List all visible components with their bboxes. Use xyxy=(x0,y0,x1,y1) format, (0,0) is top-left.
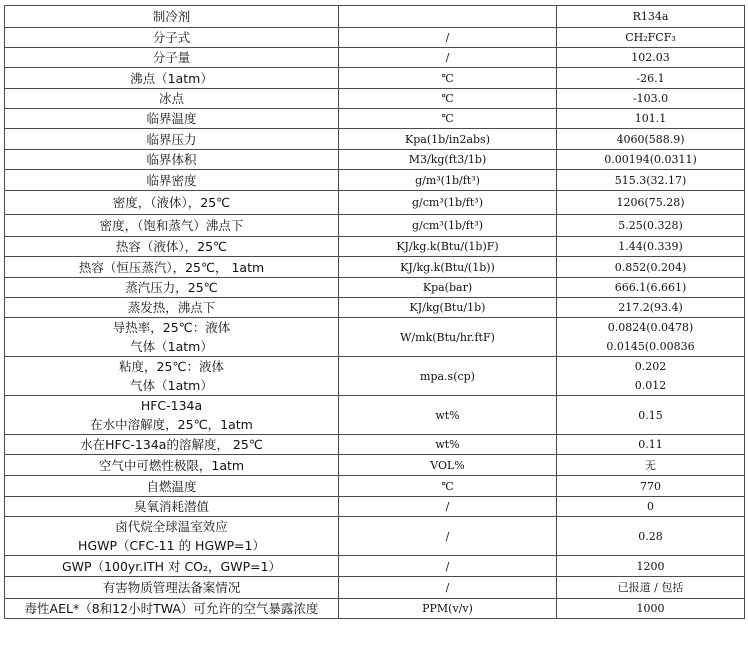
table-row xyxy=(5,257,745,278)
property-value-line: 515.3(32.17) xyxy=(614,173,687,187)
table-row xyxy=(5,28,745,48)
property-name-line: 临界温度 xyxy=(146,111,197,126)
property-unit-cell: mpa.s(cp) xyxy=(339,357,557,396)
property-value-cell xyxy=(557,435,745,455)
property-name-line: 自燃温度 xyxy=(146,478,197,494)
property-value-cell xyxy=(557,599,745,619)
property-value-cell xyxy=(557,191,745,215)
table-row xyxy=(5,129,745,150)
property-name-line: 气体（1atm） xyxy=(130,378,213,393)
property-unit-cell: ℃ xyxy=(339,89,557,109)
property-value-line: 4060(588.9) xyxy=(616,132,685,146)
table-row xyxy=(5,278,745,298)
table-row xyxy=(5,599,745,619)
property-value-cell xyxy=(557,237,745,257)
property-name-line: 蒸发热，沸点下 xyxy=(127,300,216,315)
property-name-cell xyxy=(5,298,339,318)
property-name-cell xyxy=(5,237,339,257)
properties-table-body xyxy=(5,6,745,619)
property-value-line: 无 xyxy=(645,458,656,472)
property-unit-cell: / xyxy=(339,577,557,599)
table-row xyxy=(5,298,745,318)
property-unit-cell: Kpa(bar) xyxy=(339,278,557,298)
property-name-line: 在水中溶解度，25℃，1atm xyxy=(90,417,253,432)
table-row xyxy=(5,150,745,170)
table-row xyxy=(5,517,745,556)
property-value-line: 217.2(93.4) xyxy=(618,301,683,314)
property-unit-cell: KJ/kg.k(Btu/(1b)F) xyxy=(339,237,557,257)
table-row xyxy=(5,237,745,257)
table-row xyxy=(5,577,745,599)
property-name-line: 密度，（液体），25℃ xyxy=(112,195,231,210)
header-unit-cell xyxy=(339,6,557,28)
property-name-line: 蒸汽压力，25℃ xyxy=(125,280,218,295)
property-name-line: HGWP（CFC-11 的 HGWP=1） xyxy=(78,538,265,553)
property-name-line: 毒性AEL*（8和12小时TWA）可允许的空气暴露浓度 xyxy=(24,601,319,616)
property-value-line: CH₂FCF₃ xyxy=(625,31,676,44)
property-value-line: -26.1 xyxy=(636,71,665,85)
property-name-cell xyxy=(5,68,339,89)
property-name-cell xyxy=(5,191,339,215)
property-name-line: 临界体积 xyxy=(146,152,197,167)
property-unit-cell: Kpa(1b/in2abs) xyxy=(339,129,557,150)
property-name-line: HFC-134a xyxy=(140,398,203,413)
property-unit-cell: KJ/kg.k(Btu/(1b)) xyxy=(339,257,557,278)
property-unit-cell: g/cm³(1b/ft³) xyxy=(339,191,557,215)
property-unit-cell: / xyxy=(339,48,557,68)
property-value-cell xyxy=(557,298,745,318)
property-unit-cell: ℃ xyxy=(339,476,557,497)
property-value-cell xyxy=(557,455,745,476)
property-name-line: 热容（恒压蒸汽），25℃， 1atm xyxy=(78,259,265,275)
property-value-line: 已报道 / 包括 xyxy=(617,581,684,594)
property-name-cell xyxy=(5,215,339,237)
property-value-line: 0.012 xyxy=(634,379,667,392)
property-name-cell xyxy=(5,556,339,577)
property-name-line: 分子量 xyxy=(152,50,191,65)
properties-table xyxy=(4,5,745,619)
property-value-cell xyxy=(557,215,745,237)
header-row xyxy=(5,6,745,28)
property-name-line: 粘度，25℃：液体 xyxy=(119,359,224,374)
property-value-line: -103.0 xyxy=(632,92,669,105)
property-value-line: 101.1 xyxy=(634,112,667,125)
property-value-cell xyxy=(557,476,745,497)
property-value-cell xyxy=(557,497,745,517)
property-name-cell xyxy=(5,599,339,619)
property-name-line: 临界压力 xyxy=(146,131,197,147)
property-name-line: 空气中可燃性极限，1atm xyxy=(98,457,245,473)
table-row xyxy=(5,435,745,455)
property-value-cell xyxy=(557,150,745,170)
property-name-line: 临界密度 xyxy=(146,172,197,188)
property-value-cell xyxy=(557,109,745,129)
table-row xyxy=(5,215,745,237)
property-value-line: 0.202 xyxy=(634,360,667,373)
table-row xyxy=(5,318,745,357)
property-name-cell xyxy=(5,577,339,599)
property-name-line: 有害物质管理法备案情况 xyxy=(102,580,241,595)
property-name-cell xyxy=(5,129,339,150)
property-unit-cell: ℃ xyxy=(339,109,557,129)
header-name-cell: 制冷剂 xyxy=(5,6,339,28)
table-row xyxy=(5,191,745,215)
property-value-line: 1206(75.28) xyxy=(616,196,685,209)
property-value-cell xyxy=(557,318,745,357)
property-name-line: 水在HFC-134a的溶解度， 25℃ xyxy=(80,437,263,452)
property-name-line: 臭氧消耗潜值 xyxy=(133,499,209,514)
property-name-cell xyxy=(5,28,339,48)
table-row xyxy=(5,68,745,89)
property-name-cell xyxy=(5,455,339,476)
property-name-cell xyxy=(5,48,339,68)
property-name-line: 卤代烷全球温室效应 xyxy=(115,519,228,534)
table-row xyxy=(5,357,745,396)
property-value-line: 0.15 xyxy=(638,408,663,422)
table-row xyxy=(5,396,745,435)
property-unit-cell: g/m³(1b/ft³) xyxy=(339,170,557,191)
property-name-line: 气体（1atm） xyxy=(130,339,213,354)
table-row xyxy=(5,556,745,577)
property-name-cell xyxy=(5,170,339,191)
property-unit-cell: M3/kg(ft3/1b) xyxy=(339,150,557,170)
property-unit-cell: KJ/kg(Btu/1b) xyxy=(339,298,557,318)
property-name-cell xyxy=(5,109,339,129)
property-name-cell xyxy=(5,497,339,517)
property-unit-cell: wt% xyxy=(339,435,557,455)
property-name-cell xyxy=(5,89,339,109)
property-name-cell xyxy=(5,357,339,396)
property-value-line: 0.0824(0.0478) xyxy=(607,321,694,334)
property-value-cell xyxy=(557,556,745,577)
property-value-line: 0.852(0.204) xyxy=(614,260,687,274)
table-row xyxy=(5,170,745,191)
header-value-cell: R134a xyxy=(557,6,745,28)
property-value-cell xyxy=(557,257,745,278)
property-value-cell xyxy=(557,170,745,191)
property-value-cell xyxy=(557,396,745,435)
property-unit-cell: VOL% xyxy=(339,455,557,476)
table-row xyxy=(5,476,745,497)
property-name-line: 导热率，25℃：液体 xyxy=(112,320,231,335)
property-name-cell xyxy=(5,278,339,298)
property-name-line: 冰点 xyxy=(158,91,184,106)
property-value-cell xyxy=(557,129,745,150)
property-value-cell xyxy=(557,28,745,48)
property-name-cell xyxy=(5,476,339,497)
property-value-cell xyxy=(557,89,745,109)
property-value-cell xyxy=(557,517,745,556)
property-unit-cell: / xyxy=(339,497,557,517)
property-name-line: GWP（100yr.ITH 对 CO₂，GWP=1） xyxy=(61,558,282,574)
property-name-line: 沸点（1atm） xyxy=(130,70,213,86)
table-row xyxy=(5,109,745,129)
property-unit-cell: / xyxy=(339,28,557,48)
property-unit-cell: / xyxy=(339,517,557,556)
property-value-cell xyxy=(557,357,745,396)
property-name-cell xyxy=(5,517,339,556)
table-row xyxy=(5,455,745,476)
property-name-line: 密度，（饱和蒸气）沸点下 xyxy=(99,218,244,233)
property-value-line: 666.1(6.661) xyxy=(614,281,687,294)
property-value-line: 5.25(0.328) xyxy=(618,219,683,232)
property-unit-cell: / xyxy=(339,556,557,577)
property-value-line: 0.11 xyxy=(638,438,663,451)
property-unit-cell: ℃ xyxy=(339,68,557,89)
property-name-cell xyxy=(5,318,339,357)
property-unit-cell: PPM(v/v) xyxy=(339,599,557,619)
table-row xyxy=(5,48,745,68)
property-name-line: 热容（液体），25℃ xyxy=(115,239,228,254)
property-unit-cell: g/cm³(1b/ft³) xyxy=(339,215,557,237)
refrigerant-properties-sheet xyxy=(4,5,745,619)
property-value-cell xyxy=(557,48,745,68)
property-value-line: 0.28 xyxy=(638,529,663,543)
table-row xyxy=(5,89,745,109)
property-value-line: 0 xyxy=(647,500,654,513)
table-row xyxy=(5,497,745,517)
property-value-cell xyxy=(557,68,745,89)
property-name-line: 分子式 xyxy=(152,30,191,45)
property-value-line: 1200 xyxy=(636,559,665,573)
property-name-cell xyxy=(5,150,339,170)
property-value-line: 0.00194(0.0311) xyxy=(604,153,697,166)
property-value-line: 0.0145(0.00836 xyxy=(606,340,695,353)
property-value-line: 102.03 xyxy=(631,51,670,64)
property-name-cell xyxy=(5,396,339,435)
property-unit-cell: wt% xyxy=(339,396,557,435)
property-value-cell xyxy=(557,577,745,599)
property-unit-cell: W/mk(Btu/hr.ftF) xyxy=(339,318,557,357)
property-name-cell xyxy=(5,257,339,278)
property-name-cell xyxy=(5,435,339,455)
property-value-cell xyxy=(557,278,745,298)
property-value-line: 1.44(0.339) xyxy=(618,240,683,253)
property-value-line: 770 xyxy=(640,479,661,493)
property-value-line: 1000 xyxy=(636,602,665,615)
